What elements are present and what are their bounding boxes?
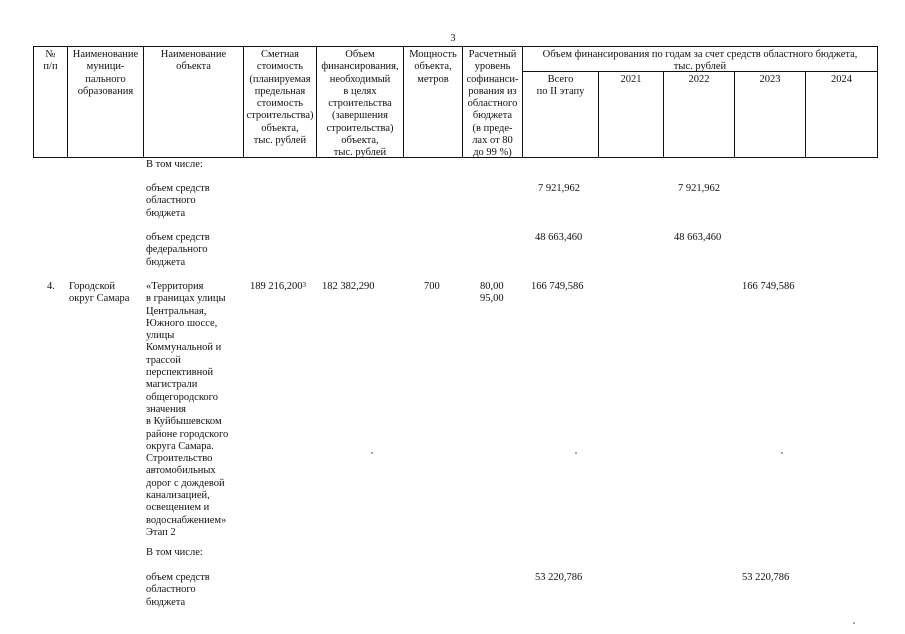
header-col-municipality: Наименование муници- пального образования	[72, 49, 139, 97]
header-col-2021: 2021	[620, 74, 642, 85]
col-divider	[877, 46, 878, 158]
scan-speck	[853, 622, 855, 624]
header-col-2022: 2022	[688, 74, 710, 85]
row-total: 166 749,586	[531, 281, 584, 292]
federal-budget-total: 48 663,460	[535, 232, 583, 243]
federal-budget-2022: 48 663,460	[674, 232, 722, 243]
row-financing-volume: 182 382,290	[322, 281, 375, 292]
scan-speck	[781, 452, 783, 454]
scan-speck	[371, 452, 373, 454]
row-estimated-cost: 189 216,200$^3$	[250, 281, 306, 292]
footnote-marker: 3	[302, 281, 306, 289]
regional-budget-2023: 53 220,786	[742, 572, 790, 583]
header-col-total: Всего по II этапу	[536, 74, 585, 98]
header-col-cofinancing: Расчетный уровень софинанси- рования из областного бюджета (в преде- лах от 80 до 99 %)	[466, 49, 519, 159]
header-col-2023: 2023	[759, 74, 781, 85]
header-col-capacity: Мощность объекта, метров	[409, 49, 457, 85]
row-municipality: Городской округ Самара	[69, 281, 130, 305]
header-col-estimated-cost: Сметная стоимость (планируемая предельная стоимость строительства) объекта, тыс. рублей	[246, 49, 314, 147]
in-that-number-label: В том числе:	[146, 547, 203, 558]
header-col-financing-volume: Объем финансирования, необходимый в целях строительства (завершения строительства) объекта, тыс. рублей	[321, 49, 399, 159]
regional-budget-total: 53 220,786	[535, 572, 583, 583]
row-number: 4.	[47, 281, 55, 292]
table-top-border	[33, 46, 877, 47]
regional-budget-label: объем средств областного бюджета	[146, 183, 210, 219]
header-col-group-financing: Объем финансирования по годам за счет средств областного бюджета, тыс. рублей	[542, 49, 858, 73]
in-that-number-label: В том числе:	[146, 159, 203, 170]
page-number: 3	[450, 33, 456, 44]
regional-budget-total: 7 921,962	[538, 183, 580, 194]
row-capacity: 700	[424, 281, 440, 292]
header-col-object: Наименование объекта	[160, 49, 227, 73]
federal-budget-label: объем средств федерального бюджета	[146, 232, 210, 268]
regional-budget-label: объем средств областного бюджета	[146, 572, 210, 608]
row-2023: 166 749,586	[742, 281, 795, 292]
regional-budget-2022: 7 921,962	[678, 183, 720, 194]
scan-speck	[575, 452, 577, 454]
header-col-2024: 2024	[831, 74, 852, 85]
row-cofinancing: 80,00 95,00	[480, 281, 504, 305]
header-col-number: № п/п	[43, 49, 58, 73]
table-header-bottom-border	[33, 157, 877, 158]
row-object-name: «Территория в границах улицы Центральная, Южного шоссе, улицы Коммунальной и трассой перспективной магистрали общегородского значения в Куйбышевском районе городского округа Самара. Строительство автомобильных дорог с дождевой канализацией, освещением и водоснабжением» Этап 2	[146, 281, 229, 538]
